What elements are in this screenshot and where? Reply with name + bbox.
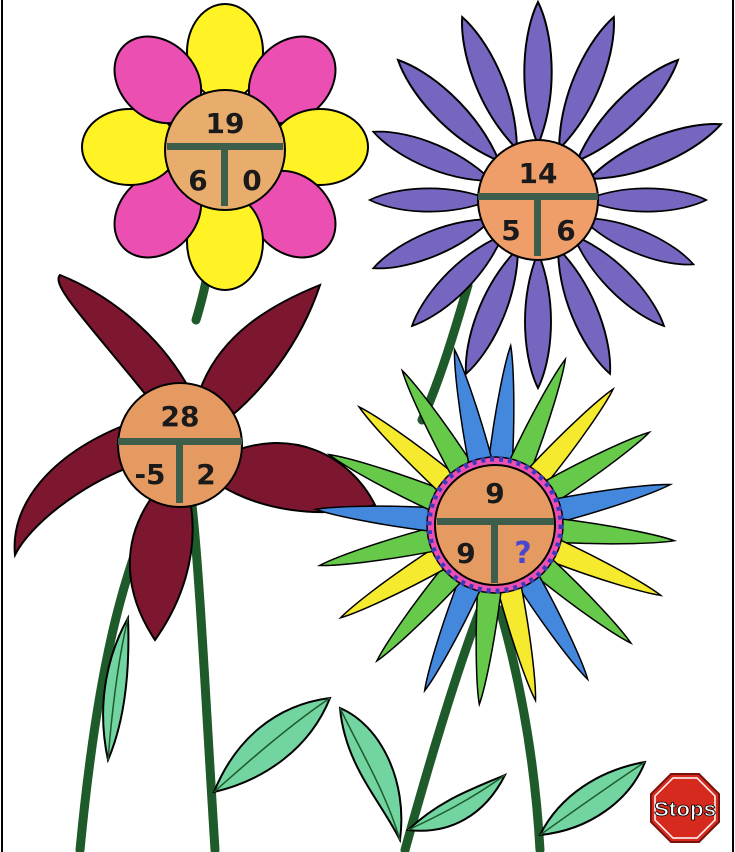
left-number: -5	[134, 458, 166, 491]
divider-vertical	[491, 525, 498, 583]
leaf	[214, 698, 330, 792]
stop-button-label: Stops	[654, 799, 716, 821]
flower-sunburst	[315, 345, 676, 706]
flower-purple	[369, 2, 726, 388]
divider-horizontal	[167, 143, 283, 150]
right-number: 6	[556, 214, 576, 247]
top-number: 19	[205, 107, 245, 140]
left-number: 6	[188, 164, 208, 197]
top-number: 9	[485, 477, 505, 510]
top-number: 28	[160, 400, 200, 433]
divider-horizontal	[437, 518, 554, 525]
unknown-answer: ?	[514, 536, 532, 571]
stop-button[interactable]	[651, 774, 719, 842]
top-number: 14	[518, 157, 558, 190]
divider-vertical	[221, 150, 228, 206]
right-number: 2	[196, 458, 216, 491]
divider-horizontal	[118, 438, 242, 445]
left-number: 5	[501, 214, 521, 247]
divider-horizontal	[478, 193, 598, 200]
flower-pink-yellow	[82, 4, 368, 290]
divider-vertical	[176, 445, 183, 503]
divider-vertical	[534, 200, 541, 256]
left-number: 9	[456, 537, 476, 570]
right-number: 0	[242, 164, 262, 197]
